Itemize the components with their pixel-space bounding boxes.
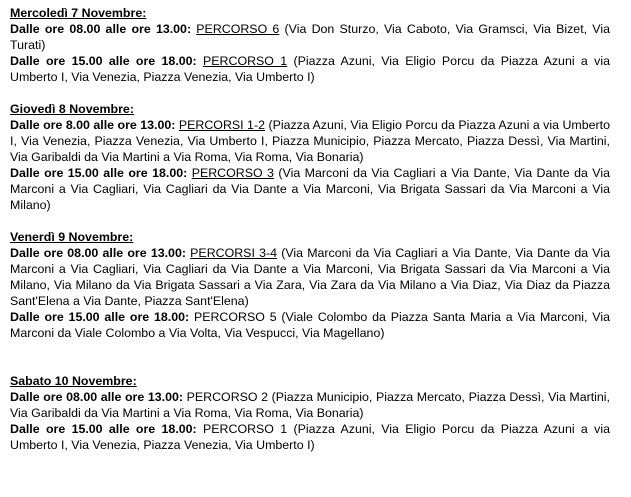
time-range: Dalle ore 8.00 alle ore 13.00: [10,118,176,132]
time-range: Dalle ore 08.00 alle ore 13.00: [10,246,186,260]
schedule-entry [10,53,610,85]
schedule-entry [10,389,610,421]
spacer [10,213,610,229]
street-list: (Via Marconi da Via Cagliari a Via Dante, Via Dante da Via Marconi a Via Cagliari, Via Cagliari da Via Dante a Via Marconi, Via Brigata Sassari da Via Marconi a Via Milano, Via Milano da Via Brigata Sassari a Via Zara, Via Zara da Via Milano a Via Diaz, Via Diaz da Piazza Sant'Elena a Via Dante, Piazza Sant'Elena) [10,246,610,308]
day-section-wednesday [10,5,610,85]
street-list: (Via Don Sturzo, Via Caboto, Via Gramsci, Via Bizet, Via Turati) [10,22,610,52]
street-list: (Piazza Azuni, Via Eligio Porcu da Piazza Azuni a via Umberto I, Via Venezia, Piazza Venezia, Via Umberto I) [10,54,610,84]
schedule-entry [10,21,610,53]
spacer [10,341,610,373]
time-range: Dalle ore 15.00 alle ore 18.00: [10,166,188,180]
route-label: PERCORSO 6 [196,22,280,36]
street-list: (Viale Colombo da Piazza Santa Maria a Via Marconi, Via Marconi da Viale Colombo a Via Volta, Via Vespucci, Via Magellano) [10,310,610,340]
day-title: Mercoledì 7 Novembre: [10,6,147,20]
time-range: Dalle ore 15.00 alle ore 18.00: [10,422,197,436]
street-list: (Piazza Azuni, Via Eligio Porcu da Piazza Azuni a via Umberto I, Via Venezia, Piazza Venezia, Via Umberto I, Piazza Municipio, Piazza Mercato, Piazza Dessì, Via Martini, Via Garibaldi da Via Martini a Via Roma, Via Roma, Via Bonaria) [10,118,610,164]
time-range: Dalle ore 15.00 alle ore 18.00: [10,54,197,68]
day-title: Giovedì 8 Novembre: [10,102,134,116]
time-range: Dalle ore 08.00 alle ore 13.00: [10,390,184,404]
day-title: Sabato 10 Novembre: [10,374,137,388]
route-label: PERCORSO 3 [191,166,274,180]
street-list: (Piazza Municipio, Piazza Mercato, Piazza Dessì, Via Martini, Via Garibaldi da Via Martini a Via Roma, Via Roma, Via Bonaria) [10,390,610,420]
day-title: Venerdì 9 Novembre: [10,230,134,244]
spacer [10,85,610,101]
route-label: PERCORSO 2 [186,390,269,404]
street-list: (Via Marconi da Via Cagliari a Via Dante, Via Dante da Via Marconi a Via Cagliari, Via Cagliari da Via Dante a Via Marconi, Via Brigata Sassari da Via Marconi a Via Milano) [10,166,610,212]
street-list: (Piazza Azuni, Via Eligio Porcu da Piazza Azuni a via Umberto I, Via Venezia, Piazza Venezia, Via Umberto I) [10,422,610,452]
route-label: PERCORSI 3-4 [190,246,277,260]
schedule-entry [10,117,610,165]
route-label: PERCORSO 5 [193,310,277,324]
schedule-entry [10,421,610,453]
day-section-saturday [10,373,610,453]
route-label: PERCORSO 1 [203,54,288,68]
day-section-thursday [10,101,610,213]
schedule-entry [10,165,610,213]
route-label: PERCORSO 1 [203,422,288,436]
time-range: Dalle ore 15.00 alle ore 18.00: [10,310,190,324]
schedule-document [10,5,610,453]
route-label: PERCORSI 1-2 [178,118,265,132]
day-section-friday [10,229,610,341]
schedule-entry [10,309,610,341]
time-range: Dalle ore 08.00 alle ore 13.00: [10,22,192,36]
schedule-entry [10,245,610,309]
